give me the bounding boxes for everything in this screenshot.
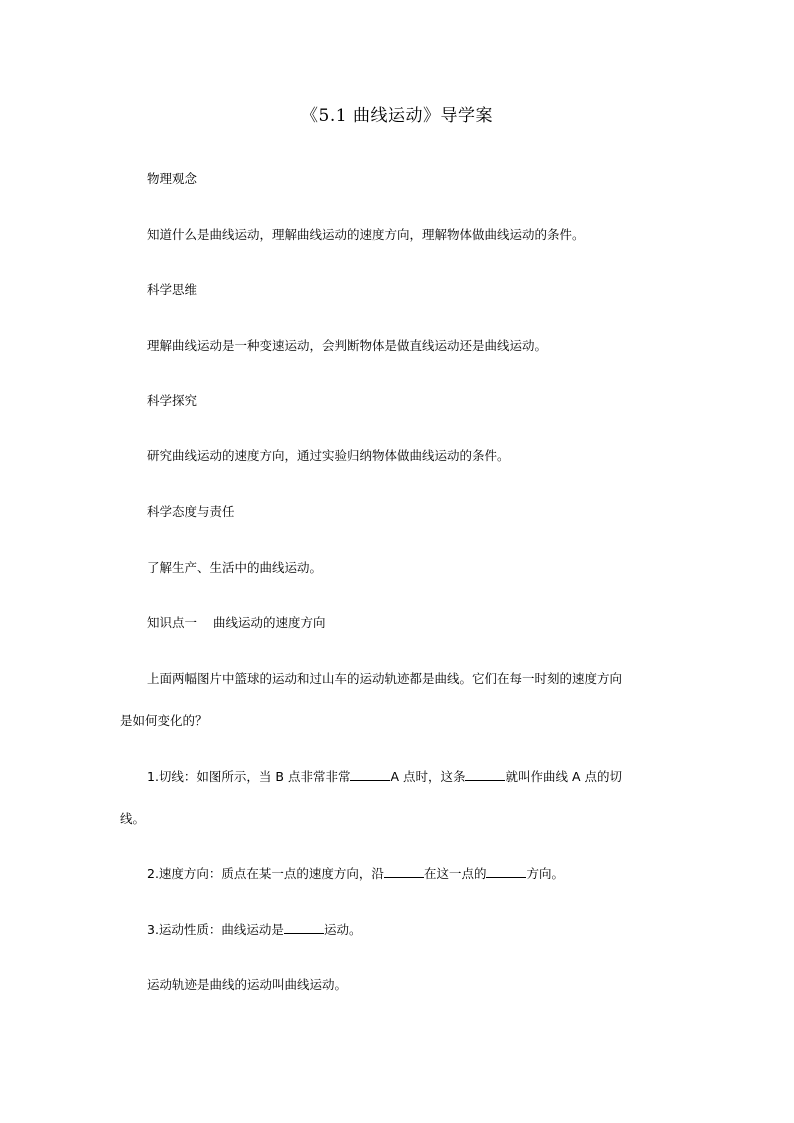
knowledge-point-title: 曲线运动的速度方向	[213, 615, 326, 630]
fill-blank	[284, 921, 324, 934]
intro-line-2: 是如何变化的？	[120, 713, 208, 728]
section-heading-attitude-responsibility: 科学态度与责任	[147, 504, 235, 519]
section-text-scientific-thinking: 理解曲线运动是一种变速运动，会判断物体是做直线运动还是曲线运动。	[147, 338, 548, 353]
item-2-velocity-direction: 2.速度方向：质点在某一点的速度方向，沿 在这一点的 方向。	[147, 866, 564, 881]
fill-blank	[384, 865, 424, 878]
fill-blank	[486, 865, 526, 878]
knowledge-point-label: 知识点一	[147, 615, 198, 630]
item-3-motion-nature: 3.运动性质：曲线运动是 运动。	[147, 922, 362, 937]
item-1-tangent: 1.切线：如图所示，当 B 点非常非常 A 点时，这条 就叫作曲线 A 点的切	[147, 769, 622, 784]
knowledge-point-heading	[147, 614, 326, 632]
closing-definition: 运动轨迹是曲线的运动叫曲线运动。	[147, 977, 348, 992]
section-heading-physics-concept: 物理观念	[147, 171, 198, 186]
fill-blank	[350, 768, 390, 781]
section-text-physics-concept: 知道什么是曲线运动，理解曲线运动的速度方向，理解物体做曲线运动的条件。	[147, 227, 585, 242]
fill-blank	[465, 768, 505, 781]
section-text-scientific-inquiry: 研究曲线运动的速度方向，通过实验归纳物体做曲线运动的条件。	[147, 448, 510, 463]
section-text-attitude-responsibility: 了解生产、生活中的曲线运动。	[147, 560, 323, 575]
section-heading-scientific-thinking: 科学思维	[147, 282, 198, 297]
section-heading-scientific-inquiry: 科学探究	[147, 393, 198, 408]
intro-line-1: 上面两幅图片中篮球的运动和过山车的运动轨迹都是曲线。它们在每一时刻的速度方向	[147, 671, 623, 686]
item-1-continuation: 线。	[120, 811, 146, 826]
page-title: 《5.1 曲线运动》导学案	[301, 106, 493, 126]
